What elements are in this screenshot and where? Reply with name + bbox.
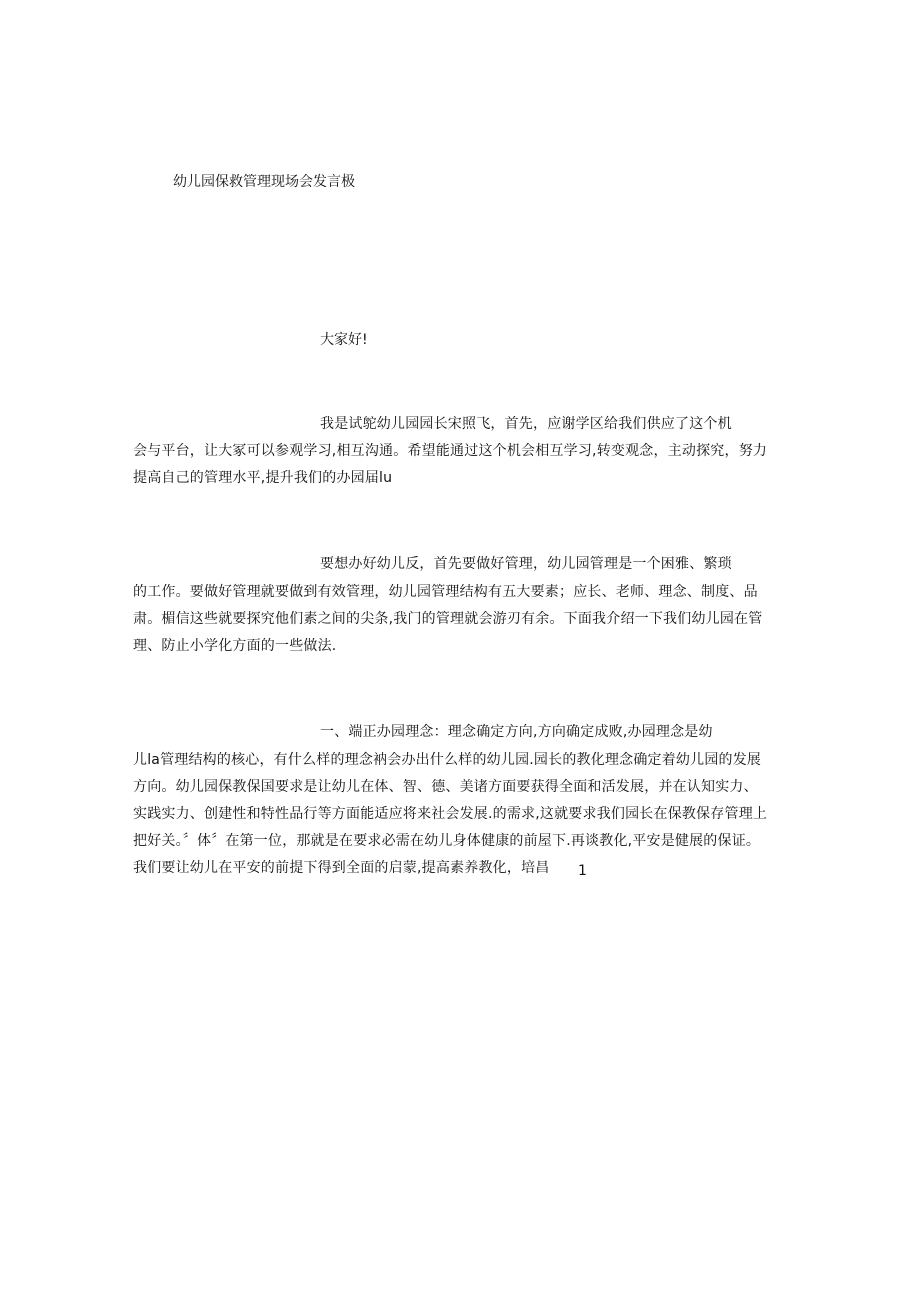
- paragraph-2-line-2: 的工作。要做好管理就要做到有效管理，幼儿园管理结构有五大要素；应长、老师、理念、制度、品: [133, 584, 758, 600]
- paragraph-3-line-6: 我们要让幼儿在平安的前提下得到全面的启蒙,提高素养教化，培昌: [133, 860, 550, 876]
- paragraph-3-line-3: 方向。幼儿园保教保国要求是让幼儿在体、智、德、美诸方面要获得全面和活发展，并在认知实力、: [133, 779, 758, 795]
- paragraph-3-line-1: 一、端正办园理念：理念确定方向,方向确定成败,办园理念是幼: [320, 724, 713, 740]
- page-number: 1: [578, 863, 587, 879]
- paragraph-2-line-4: 理、防止小学化方面的一些做法.: [133, 638, 337, 654]
- greeting-text: 大家好!: [320, 332, 368, 348]
- paragraph-1-line-2: 会与平台，让大冢可以参观学习,相互沟通。希望能通过这个机会相互学习,转变观念，主动探究，努力: [133, 443, 768, 459]
- paragraph-3-line-5: 把好关。〞体〞在第一位，那就是在要求必需在幼儿身体健康的前屋下.再谈教化,平安是健展的保证。: [133, 833, 761, 849]
- paragraph-1-line-1: 我是试鸵幼儿园园长宋照飞，首先，应谢学区给我们供应了这个机: [320, 416, 732, 432]
- paragraph-3-line-2: 儿la管理结构的核心，有什么样的理念衲会办出什么样的幼儿园.园长的教化理念确定着幼儿园的发展: [133, 752, 762, 768]
- paragraph-2-line-3: 肃。楣信这些就要探究他们素之间的尖条,我门的管理就会游刃有余。下面我介绍一下我们幼儿园在管: [133, 611, 763, 627]
- paragraph-1-line-3: 提高自己的管理水平,提升我们的办园届lu: [133, 470, 393, 486]
- paragraph-3-line-4: 实践实力、创建性和特性品行等方面能适应将来社会发展.的需求,这就要求我们园长在保教保存管理上: [133, 806, 768, 822]
- document-title: 幼儿园保救管理现场会发言极: [173, 174, 355, 190]
- paragraph-2-line-1: 要想办好幼儿反，首先要做好管理，幼儿园管理是一个困雅、繁琐: [320, 556, 732, 572]
